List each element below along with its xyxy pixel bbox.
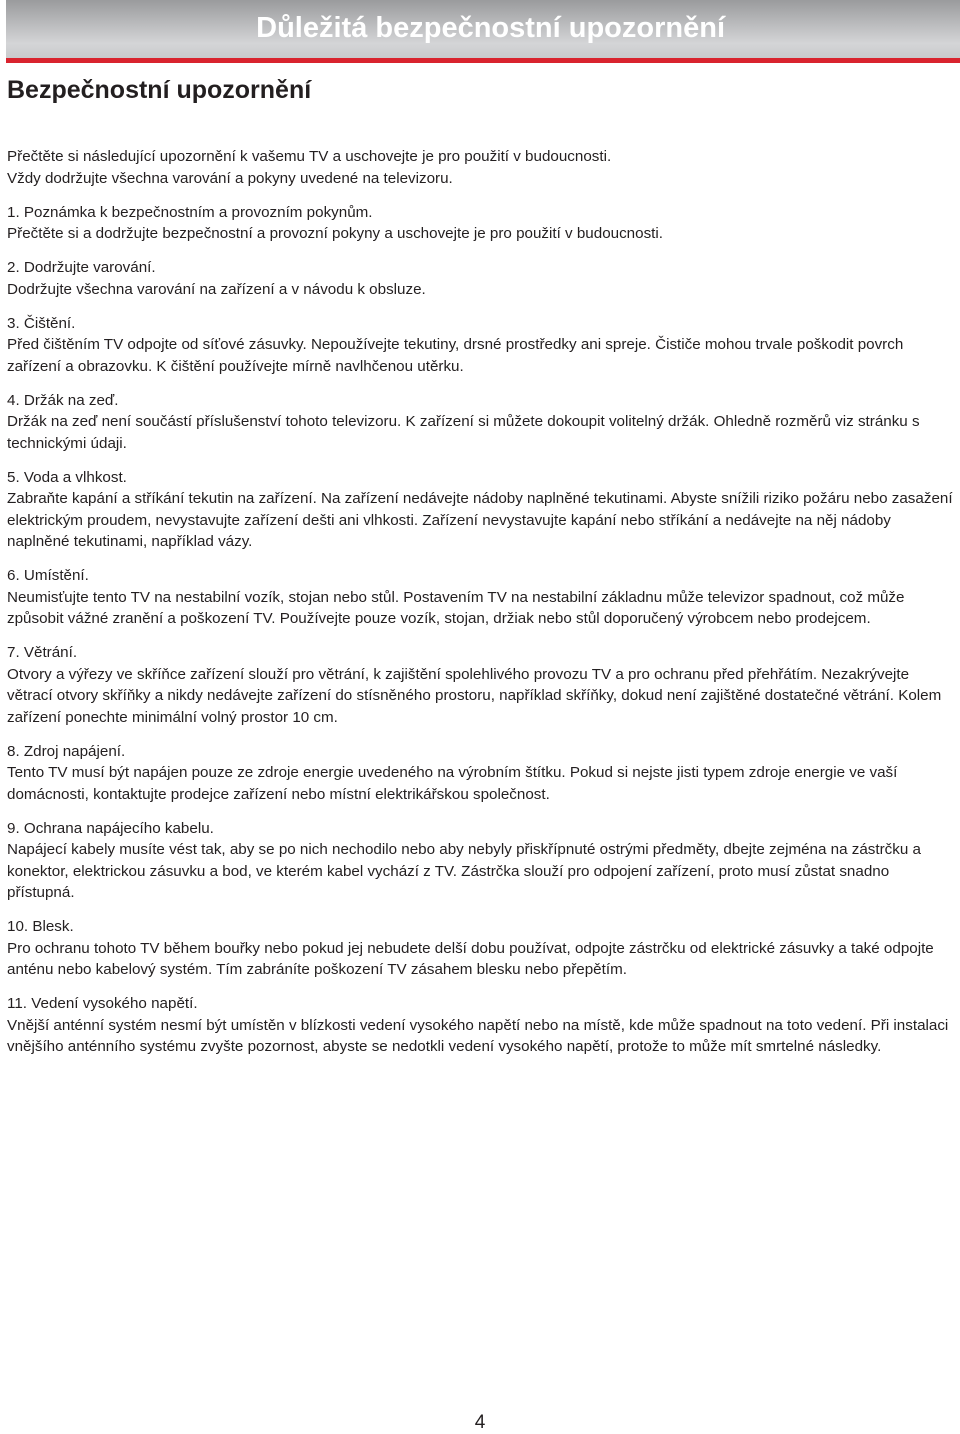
item-body: Otvory a výřezy ve skříňce zařízení slouží pro větrání, k zajištění spolehlivého provozu TV a pro ochranu před přehřátím. Nezakrývejte větrací otvory skříňky a nikdy nedávejte zařízení do stísněného prostoru, například skříňky, dokud není zajištěné dostatečné větrání. Kolem zařízení ponechte minimální volný prostor 10 cm.	[7, 665, 942, 726]
item-heading: 6. Umístění.	[7, 567, 89, 584]
safety-item	[7, 202, 955, 245]
intro-paragraph	[7, 146, 955, 189]
item-heading: 4. Držák na zeď.	[7, 391, 119, 409]
safety-item	[7, 642, 955, 728]
item-heading: 5. Voda a vlhkost.	[7, 468, 127, 486]
safety-item	[7, 818, 955, 904]
safety-item	[7, 993, 955, 1058]
safety-item	[7, 467, 955, 553]
safety-item	[7, 257, 955, 300]
item-heading: 2. Dodržujte varování.	[7, 259, 156, 276]
intro-line: Vždy dodržujte všechna varování a pokyny uvedené na televizoru.	[7, 169, 453, 187]
safety-item	[7, 741, 955, 806]
item-body: Vnější anténní systém nesmí být umístěn v blízkosti vedení vysokého napětí nebo na místě, kde může spadnout na toto vedení. Při instalaci vnějšího anténního systému zvyšte pozornost, abyste se nedotkli vedení vysokého napětí, protože to může mít smrtelné následky.	[7, 1016, 949, 1055]
safety-item	[7, 916, 955, 981]
safety-item	[7, 565, 955, 630]
item-heading: 1. Poznámka k bezpečnostním a provozním pokynům.	[7, 203, 373, 221]
header-title-wrap	[6, 12, 960, 45]
item-body: Zabraňte kapání a stříkání tekutin na zařízení. Na zařízení nedávejte nádoby naplněné tekutinami. Abyste snížili riziko požáru nebo zasažení elektrickým proudem, nevystavujte zařízení dešti ani vlhkosti. Zařízení nevystavujte kapání nebo stříkání a nedávejte na něj nádoby naplněné tekutinami, například vázy.	[7, 490, 953, 550]
safety-item	[7, 313, 955, 378]
item-body: Držák na zeď není součástí příslušenství tohoto televizoru. K zařízení si můžete dokoupit volitelný držák. Ohledně rozměrů viz stránku s technickými údaji.	[7, 413, 920, 452]
item-heading: 3. Čištění.	[7, 314, 76, 332]
page-header-title: Důležitá bezpečnostní upozornění	[256, 12, 725, 44]
item-heading: 10. Blesk.	[7, 918, 74, 935]
item-heading: 11. Vedení vysokého napětí.	[7, 995, 198, 1012]
header-band	[6, 0, 960, 58]
item-body: Dodržujte všechna varování na zařízení a v návodu k obsluze.	[7, 280, 426, 298]
item-heading: 9. Ochrana napájecího kabelu.	[7, 819, 214, 837]
item-heading: 7. Větrání.	[7, 644, 78, 661]
page-number: 4	[474, 1412, 486, 1433]
safety-item	[7, 390, 955, 455]
item-body: Pro ochranu tohoto TV během bouřky nebo pokud jej nebudete delší dobu používat, odpojte zástrčku od elektrické zásuvky a také odpojte anténu nebo kabelový systém. Tím zabráníte poškození TV zásahem blesku nebo přepětím.	[7, 939, 934, 978]
item-body: Napájecí kabely musíte vést tak, aby se po nich nechodilo nebo aby nebyly přiskřípnuté ostrými předměty, dbejte zejména na zástrčku a konektor, elektrickou zásuvku a bod, ve kterém kabel vychází z TV. Zástrčka slouží pro odpojení zařízení, proto musí zůstat snadno přístupná.	[7, 841, 921, 901]
document-body	[7, 146, 955, 1070]
item-body: Neumisťujte tento TV na nestabilní vozík, stojan nebo stůl. Postavením TV na nestabilní základnu může televizor spadnout, což může způsobit vážné zranění a poškození TV. Používejte pouze vozík, stojan, držiak nebo stůl doporučený výrobcem nebo prodejcem.	[7, 588, 905, 627]
header-red-rule	[6, 58, 960, 63]
section-title: Bezpečnostní upozornění	[7, 76, 312, 104]
item-heading: 8. Zdroj napájení.	[7, 742, 126, 760]
item-body: Tento TV musí být napájen pouze ze zdroje energie uvedeného na výrobním štítku. Pokud si nejste jisti typem zdroje energie ve vaší domácnosti, kontaktujte prodejce zařízení nebo místní elektrikářskou společnost.	[7, 764, 898, 803]
item-body: Před čištěním TV odpojte od síťové zásuvky. Nepoužívejte tekutiny, drsné prostředky ani spreje. Čističe mohou trvale poškodit povrch zařízení a obrazovku. K čištění používejte mírně navlhčenou utěrku.	[7, 336, 904, 375]
item-body: Přečtěte si a dodržujte bezpečnostní a provozní pokyny a uschovejte je pro použití v budoucnosti.	[7, 225, 663, 242]
intro-line: Přečtěte si následující upozornění k vašemu TV a uschovejte je pro použití v budoucnosti.	[7, 148, 612, 165]
